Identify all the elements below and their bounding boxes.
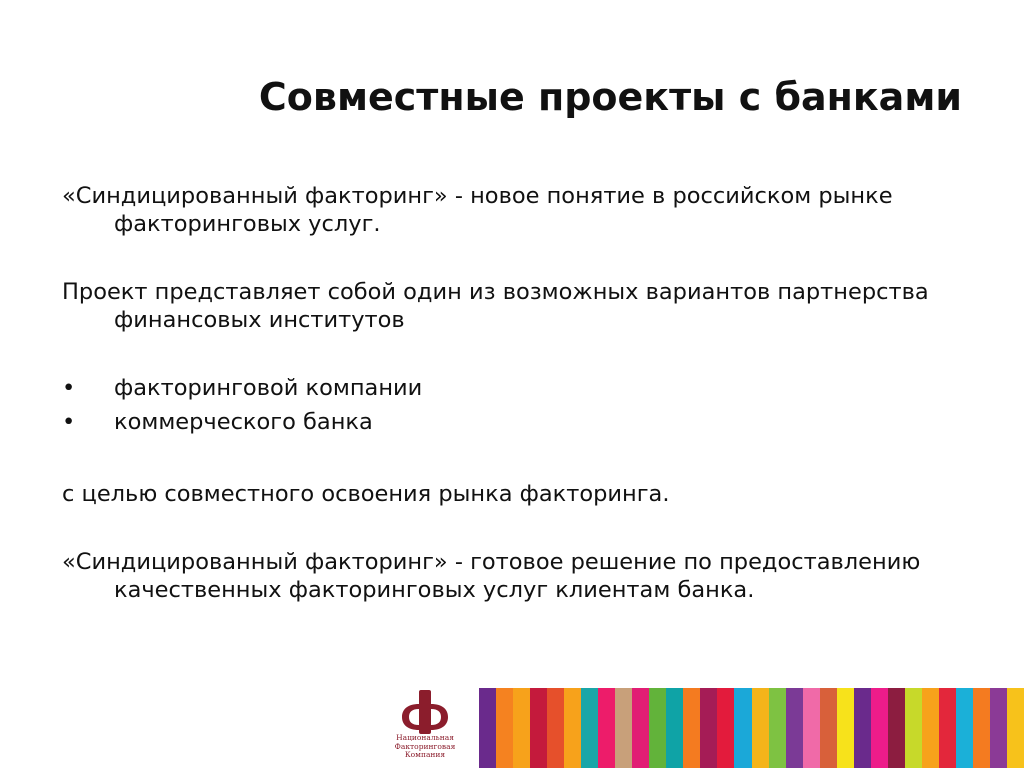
color-stripe: [786, 688, 803, 768]
bullet-icon: •: [62, 375, 76, 401]
logo-text-line: Национальная: [396, 733, 454, 742]
color-stripe: [513, 688, 530, 768]
logo-text: [372, 734, 478, 760]
color-stripe: [632, 688, 649, 768]
color-stripe: [990, 688, 1007, 768]
color-stripe: [649, 688, 666, 768]
color-stripe: [666, 688, 683, 768]
color-stripe: [769, 688, 786, 768]
color-stripe: [564, 688, 581, 768]
color-stripe: [837, 688, 854, 768]
color-stripe: [615, 688, 632, 768]
color-stripe: [973, 688, 990, 768]
paragraph-syndicated-factoring-intro: «Синдицированный факторинг» - новое понятие в российском рынке факторинговых услуг.: [62, 183, 893, 237]
color-stripe: [922, 688, 939, 768]
color-stripe: [820, 688, 837, 768]
color-stripe: [717, 688, 734, 768]
logo-text-line: Факторинговая: [394, 741, 456, 751]
color-stripe: [752, 688, 769, 768]
color-stripe: [888, 688, 905, 768]
color-stripe: [939, 688, 956, 768]
color-stripe: [1007, 688, 1024, 768]
bullet-icon: •: [62, 409, 76, 435]
decorative-stripes: [479, 688, 1024, 768]
company-logo: [372, 688, 478, 768]
color-stripe: [598, 688, 615, 768]
color-stripe: [700, 688, 717, 768]
color-stripe: [496, 688, 513, 768]
color-stripe: [530, 688, 547, 768]
color-stripe: [547, 688, 564, 768]
color-stripe: [854, 688, 871, 768]
list-item-text: коммерческого банка: [114, 409, 373, 435]
partner-list: [62, 374, 982, 442]
list-item: [62, 408, 982, 442]
color-stripe: [803, 688, 820, 768]
color-stripe: [683, 688, 700, 768]
list-item-text: факторинговой компании: [114, 375, 423, 401]
color-stripe: [581, 688, 598, 768]
color-stripe: [871, 688, 888, 768]
paragraph-ready-solution: «Синдицированный факторинг» - готовое решение по предоставлению качественных факторинговых услуг клиентам банка.: [62, 549, 921, 603]
paragraph-project-description: Проект представляет собой один из возможных вариантов партнерства финансовых институтов: [62, 279, 929, 333]
slide-content: [62, 182, 982, 604]
list-item: [62, 374, 982, 408]
color-stripe: [734, 688, 751, 768]
color-stripe: [956, 688, 973, 768]
paragraph-purpose: с целью совместного освоения рынка факторинга.: [62, 481, 670, 507]
logo-text-line: Компания: [404, 750, 446, 759]
color-stripe: [479, 688, 496, 768]
phi-logo-icon: [372, 688, 478, 734]
color-stripe: [905, 688, 922, 768]
slide-title: Совместные проекты с банками: [258, 75, 962, 119]
